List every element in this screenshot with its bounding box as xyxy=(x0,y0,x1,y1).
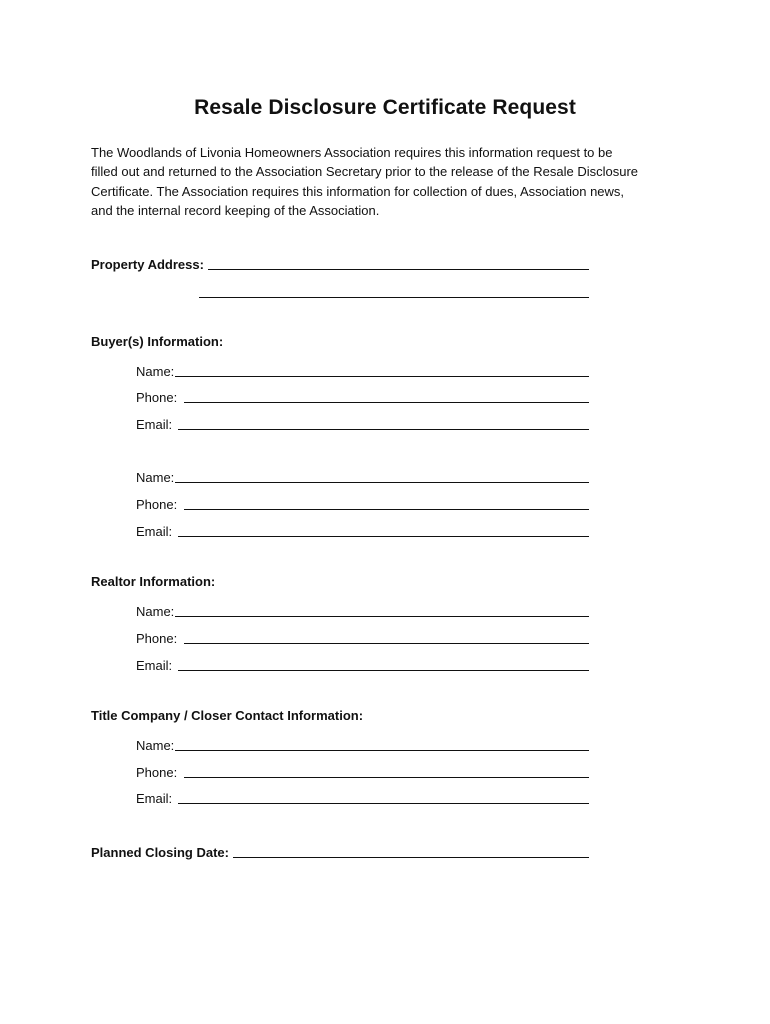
realtor-name-label: Name: xyxy=(136,604,175,619)
property-address-row-2 xyxy=(199,282,589,300)
title-company-phone-label: Phone: xyxy=(136,765,178,780)
title-company-heading: Title Company / Closer Contact Information: xyxy=(91,708,364,723)
buyer2-phone-label: Phone: xyxy=(136,497,178,512)
realtor-name-field[interactable] xyxy=(175,616,589,617)
title-company-phone-field[interactable] xyxy=(184,777,589,778)
page-title: Resale Disclosure Certificate Request xyxy=(194,96,576,119)
realtor-email-row xyxy=(136,655,589,673)
title-company-email-row xyxy=(136,788,589,806)
property-address-row xyxy=(91,254,589,272)
realtor-phone-row xyxy=(136,628,589,646)
title-company-name-row xyxy=(136,735,589,753)
buyer1-phone-label: Phone: xyxy=(136,390,178,405)
intro-paragraph xyxy=(91,143,691,221)
intro-line-1: The Woodlands of Livonia Homeowners Association requires this information request to be xyxy=(91,145,613,160)
buyer1-name-field[interactable] xyxy=(175,376,589,377)
buyer2-name-label: Name: xyxy=(136,470,175,485)
buyer2-email-row xyxy=(136,521,589,539)
buyers-heading: Buyer(s) Information: xyxy=(91,334,224,349)
title-company-name-label: Name: xyxy=(136,738,175,753)
buyer1-phone-row xyxy=(136,387,589,405)
intro-line-2: filled out and returned to the Association Secretary prior to the release of the Resale Disclosure xyxy=(91,164,639,180)
buyer1-phone-field[interactable] xyxy=(184,402,589,403)
title-company-email-field[interactable] xyxy=(178,803,589,804)
realtor-name-row xyxy=(136,601,589,619)
buyer1-name-row xyxy=(136,361,589,379)
buyer1-email-row xyxy=(136,414,589,432)
buyer1-email-label: Email: xyxy=(136,417,173,432)
realtor-email-field[interactable] xyxy=(178,670,589,671)
realtor-phone-label: Phone: xyxy=(136,631,178,646)
closing-date-row xyxy=(91,842,589,860)
title-company-name-field[interactable] xyxy=(175,750,589,751)
property-address-label: Property Address: xyxy=(91,257,204,272)
title-company-phone-row xyxy=(136,762,589,780)
intro-line-3: Certificate. The Association requires this information for collection of dues, Association news, xyxy=(91,183,625,199)
title-company-email-label: Email: xyxy=(136,791,173,806)
intro-line-4: and the internal record keeping of the Association. xyxy=(91,203,380,219)
buyer2-name-row xyxy=(136,467,589,485)
property-address-field-1[interactable] xyxy=(208,269,589,270)
realtor-email-label: Email: xyxy=(136,658,173,673)
buyer2-name-field[interactable] xyxy=(175,482,589,483)
buyer2-phone-row xyxy=(136,494,589,512)
property-address-field-2[interactable] xyxy=(199,297,589,298)
buyer2-email-label: Email: xyxy=(136,524,173,539)
buyer2-phone-field[interactable] xyxy=(184,509,589,510)
buyer1-email-field[interactable] xyxy=(178,429,589,430)
buyer1-name-label: Name: xyxy=(136,364,175,379)
realtor-heading: Realtor Information: xyxy=(91,574,216,589)
buyer2-email-field[interactable] xyxy=(178,536,589,537)
closing-date-field[interactable] xyxy=(233,857,589,858)
closing-date-label: Planned Closing Date: xyxy=(91,845,229,860)
realtor-phone-field[interactable] xyxy=(184,643,589,644)
